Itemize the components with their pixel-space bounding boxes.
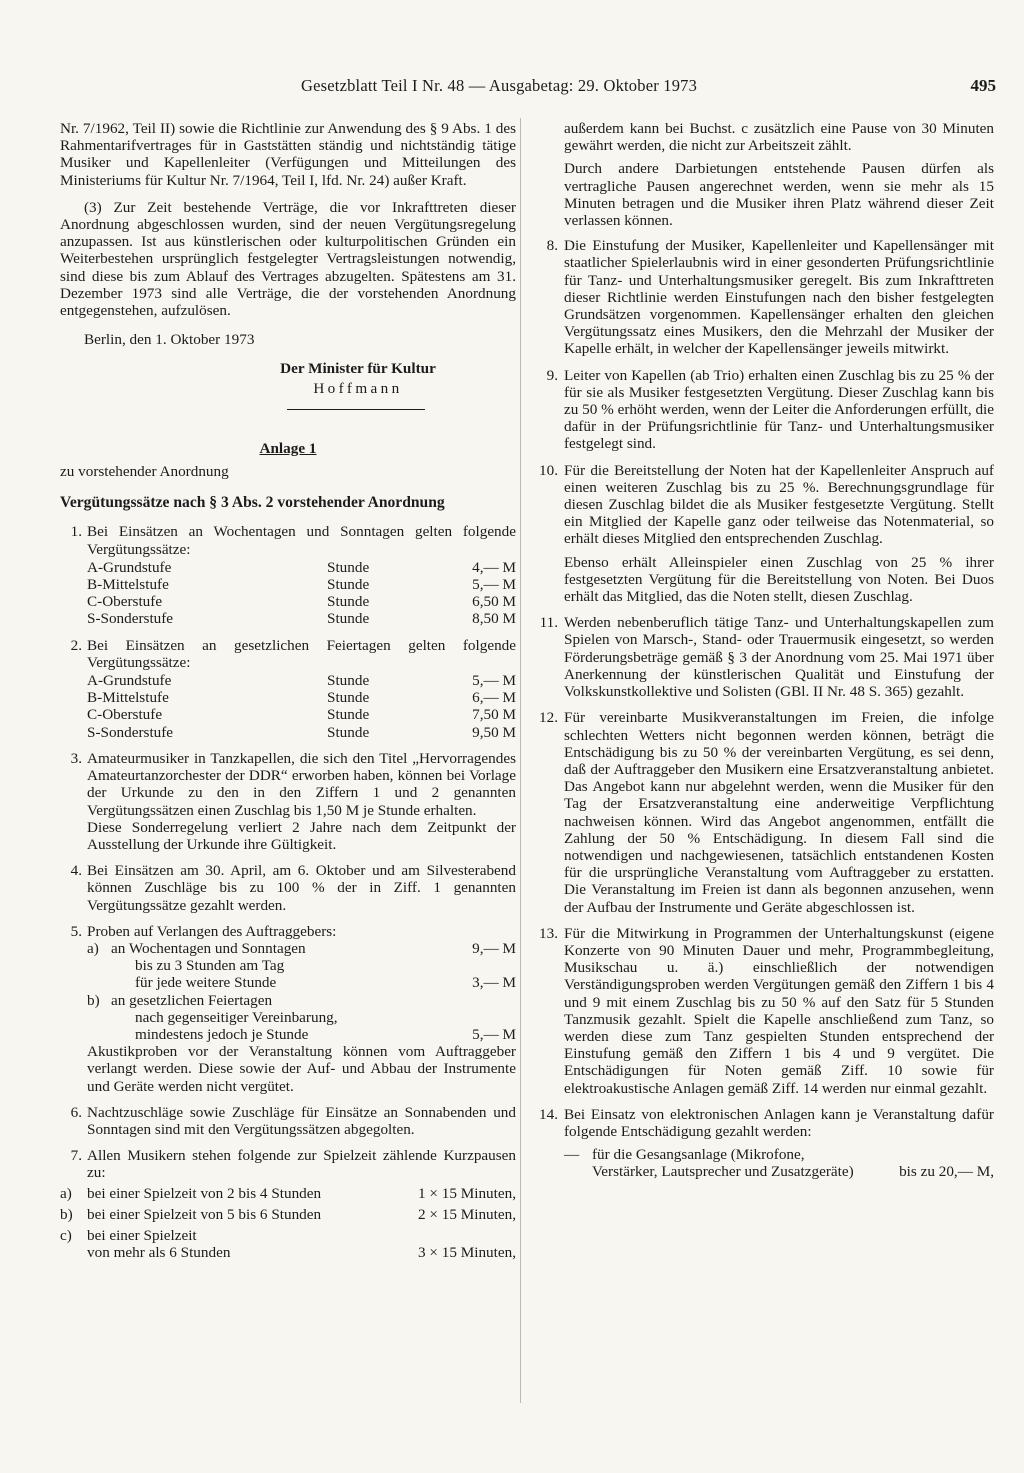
amount: 9,— M (472, 939, 516, 957)
table-row: B-Mittelstufe Stunde 6,— M (87, 689, 516, 707)
item-text: Nachtzuschläge sowie Zuschläge für Einsätze an Sonnabenden und Sonntagen sind mit den Vergütungssätzen abgegolten. (87, 1103, 516, 1138)
left-column (60, 120, 516, 1261)
list-item (534, 709, 994, 915)
list-item (60, 923, 516, 1095)
table-row: S-Sonderstufe Stunde 8,50 M (87, 610, 516, 628)
item-text: Für vereinbarte Musikveranstaltungen im Freien, die infolge schlechten Wetters nicht begonnen werden können, beträgt die Entschädigung bis zu 50 % der vereinbarten Vergütung, es sei denn, daß der Auftraggeber den Musikern eine Ersatzveranstaltung anbietet. Das Angebot kann nur abgelehnt werden, wenn die Musiker für den Tag der Ersatzveranstaltung eine anderweitige Verpflichtung nachweisen können. Wird das Angebot angenommen, entfällt die Zahlung der 50 % Entschädigung. In diesem Fall sind die notwendigen und nachgewiesenen, tatsächlich entstandenen Kosten für die ursprüngliche Veranstaltung vom Auftraggeber zu erstatten. Die Veranstaltung im Freien ist dann als begonnen anzusehen, wenn der Aufbau der Instrumente und Geräte abgeschlossen ist. (564, 709, 994, 916)
item-number: 8. (546, 237, 558, 255)
table-row: A-Grundstufe Stunde 4,— M (87, 558, 516, 576)
table-row: C-Oberstufe Stunde 6,50 M (87, 593, 516, 611)
item-text: Für die Mitwirkung in Programmen der Unterhaltungskunst (eigene Konzerte von 90 Minuten Dauer und mehr, Programmbegleitung, Musikschau u. ä.) einschließlich der notwendigen Verständigungsproben werden Vergütungen gemäß den Ziffern 1 bis 4 und 9 mit einem Zuschlag bis zu 50 % auf den Satz für 5 Stunden Tanzmusik gezahlt. Spielt die Kapelle anschließend zum Tanz, so werden diese zum Tanz gespielten Stunden entsprechend der Einstufung gemäß den Ziffern 1 bis 4 und 9 vergütet. Die Entschädigungen für Noten gemäß Ziff. 10 sowie für elektroakustische Anlagen gemäß Ziff. 14 werden nur einmal gezahlt. (564, 924, 994, 1097)
item-text: Amateurmusiker in Tanzkapellen, die sich den Titel „Hervorragendes Amateurtanzorchester der DDR“ erworben haben, können bei Vorlage der Urkunde zu den in den Ziffern 1 und 2 genannten Vergütungssätzen einen Zuschlag bis 1,50 M je Stunde erhalten. (87, 749, 516, 819)
item-text: Leiter von Kapellen (ab Trio) erhalten einen Zuschlag bis zu 25 % der für sie als Musiker festgesetzten Vergütung. Dieser Zuschlag kann bis zu 50 % erhöht werden, wenn der Leiter die Anforderungen erfüllt, die dafür in der Prüfungsrichtlinie für Tanz- und Unterhaltungsmusiker festgelegt sind. (564, 366, 994, 453)
rate-table (87, 672, 516, 741)
sub-item-c: c) bei einer Spielzeit von mehr als 6 Stunden 3 × 15 Minuten, (60, 1226, 516, 1262)
amount: 5,— M (472, 1025, 516, 1043)
list-item (534, 1106, 994, 1181)
sub-item-b: b) an gesetzlichen Feiertagen nach gegenseitiger Vereinbarung, mindestens jedoch je Stunde 5,— M (87, 991, 516, 1043)
anlage-subtitle: zu vorstehender Anordnung (60, 463, 229, 481)
section-heading: Vergütungssätze nach § 3 Abs. 2 vorstehender Anordnung (60, 494, 445, 512)
amount: bis zu 20,— M, (899, 1163, 994, 1181)
item-number: 3. (70, 749, 82, 767)
page-number: 495 (970, 76, 996, 95)
item-number: 14. (539, 1105, 558, 1123)
place-date: Berlin, den 1. Oktober 1973 (84, 331, 255, 349)
list-item (60, 862, 516, 914)
right-column (534, 120, 994, 1190)
item-text: Bei Einsätzen an Wochentagen und Sonntagen gelten folgende Vergütungssätze: (87, 523, 516, 558)
paragraph-3: (3) Zur Zeit bestehende Verträge, die vor Inkrafttreten dieser Anordnung abgeschlossen wurden, sind der neuen Vergütungsregelung anzupassen. Ist aus künstlerischen oder kulturpolitischen Gründen ein Weiterbestehen ursprünglich festgelegter Vertragsleistungen notwendig, sind diese bis zum Ablauf des Vertrages abzugelten. Spätestens am 31. Dezember 1973 sind alle Verträge, die der vorstehenden Anordnung entgegenstehen, aufzulösen. (60, 198, 516, 320)
item-number: 2. (70, 636, 82, 654)
sub-item-a: a) an Wochentagen und Sonntagen 9,— M bis zu 3 Stunden am Tag für jede weitere Stunde 3,— M (87, 939, 516, 992)
item7-continued: außerdem kann bei Buchst. c zusätzlich eine Pause von 30 Minuten gewährt werden, die nicht zur Arbeitszeit zählt. (564, 120, 994, 155)
item-number: 11. (539, 614, 558, 632)
header-title: Gesetzblatt Teil I Nr. 48 — Ausgabetag: 29. Oktober 1973 (301, 76, 698, 95)
item-text: Allen Musikern stehen folgende zur Spielzeit zählende Kurzpausen zu: (87, 1147, 516, 1182)
dash-item (564, 1146, 994, 1180)
list-item (60, 523, 516, 627)
item-text: Bei Einsätzen am 30. April, am 6. Oktober und am Silvesterabend können Zuschläge bis zu 100 % der in Ziff. 1 genannten Vergütungssätze gezahlt werden. (87, 862, 516, 914)
item-number: 9. (546, 366, 558, 384)
list-item (534, 462, 994, 606)
table-row: C-Oberstufe Stunde 7,50 M (87, 706, 516, 724)
minister-name: Hoffmann (313, 379, 403, 397)
minister-title: Der Minister für Kultur (280, 360, 436, 378)
list-item (60, 1104, 516, 1138)
table-row: S-Sonderstufe Stunde 9,50 M (87, 723, 516, 741)
item-text: Werden nebenberuflich tätige Tanz- und Unterhaltungskapellen zum Spielen von Marsch-, Stand- oder Trauermusik eingesetzt, so werden Förderungsbeträge gemäß § 3 der Anordnung vom 25. Mai 1971 über Anerkennung der künstlerischen Qualität und Einstufung der Volkskunstkollektive und Solisten (GBl. II Nr. 48 S. 365) gezahlt. (564, 614, 994, 701)
item-number: 4. (70, 862, 82, 880)
list-item (534, 367, 994, 453)
list-item (60, 637, 516, 741)
intro-paragraph: Nr. 7/1962, Teil II) sowie die Richtlinie zur Anwendung des § 9 Abs. 1 des Rahmentarifvertrages für in Gaststätten ständig und nichtständig tätige Musiker und Kapellenleiter (Verfügungen und Mitteilungen des Ministeriums für Kultur Nr. 7/1964, Teil I, lfd. Nr. 24) außer Kraft. (60, 120, 516, 189)
sub-letter: b) (87, 991, 100, 1009)
table-row: B-Mittelstufe Stunde 5,— M (87, 576, 516, 594)
list-item (60, 1147, 516, 1181)
dash-marker: — (564, 1146, 580, 1164)
sub-item-a: a) bei einer Spielzeit von 2 bis 4 Stunden 1 × 15 Minuten, (60, 1184, 516, 1202)
item-text-continued: Diese Sonderregelung verliert 2 Jahre nach dem Zeitpunkt der Ausstellung der Urkunde ihre Gültigkeit. (87, 818, 516, 853)
item-text: Bei Einsatz von elektronischen Anlagen kann je Veranstaltung dafür folgende Entschädigung gezahlt werden: (564, 1105, 994, 1140)
item-number: 12. (539, 709, 558, 727)
page-header (60, 77, 996, 99)
sub-letter: a) (87, 939, 99, 957)
list-item (534, 925, 994, 1097)
item-number: 5. (70, 922, 82, 940)
item-number: 13. (539, 924, 558, 942)
dash-text: für die Gesangsanlage (Mikrofone, Verstärker, Lautsprecher und Zusatzgeräte) (592, 1146, 854, 1181)
pause-list (60, 1185, 516, 1262)
item-number: 10. (539, 461, 558, 479)
item-text-continued: Ebenso erhält Alleinspieler einen Zuschlag von 25 % ihrer festgesetzten Vergütung für die Bereitstellung von Noten. Bei Duos erhält das Mitglied, das die Noten stellt, diesen Zuschlag. (564, 553, 994, 606)
item-text: Proben auf Verlangen des Auftraggebers: (87, 922, 337, 940)
item-text: Die Einstufung der Musiker, Kapellenleiter und Kapellensänger mit staatlicher Spielerlaubnis wird in einer gesonderten Prüfungsrichtlinie für Tanz- und Unterhaltungsmusiker geregelt. Bis zum Inkrafttreten dieser Richtlinie werden Einstufungen nach den bisher festgelegten Grundsätzen vorgenommen. Kapellensänger erhalten den gleichen Vergütungssatz eines Musikers, den die Mehrzahl der Musiker der Kapelle erhält, in welcher der Kapellensänger jeweils mitwirkt. (564, 237, 994, 358)
item-text-continued: Akustikproben vor der Veranstaltung können vom Auftraggeber verlangt werden. Diese sowie der Auf- und Abbau der Instrumente und Geräte werden nicht vergütet. (87, 1043, 516, 1095)
column-divider (520, 118, 521, 1403)
anlage-title: Anlage 1 (259, 439, 317, 457)
item7-continued-2: Durch andere Darbietungen entstehende Pausen dürfen als vertragliche Pausen angerechnet werden, wenn sie mehr als 15 Minuten betragen und die Musiker ihren Platz während dieser Zeit verlassen können. (564, 160, 994, 230)
item-text: Für die Bereitstellung der Noten hat der Kapellenleiter Anspruch auf einen weiteren Zuschlag bis zu 25 %. Berechnungsgrundlage für diesen Zuschlag bildet die als Musiker festgesetzte Vergütung. Stellt ein Mitglied der Kapelle ganz oder teilweise das Notenmaterial, so erhält dieses Mitglied den entsprechenden Zuschlag. (564, 461, 994, 548)
sub-item-b: b) bei einer Spielzeit von 5 bis 6 Stunden 2 × 15 Minuten, (60, 1205, 516, 1223)
item-number: 1. (70, 523, 82, 541)
table-row: A-Grundstufe Stunde 5,— M (87, 672, 516, 690)
signature-rule (287, 409, 425, 410)
item-number: 6. (70, 1103, 82, 1121)
list-item (534, 237, 994, 357)
rate-table (87, 559, 516, 628)
list-item (60, 750, 516, 853)
item-number: 7. (70, 1147, 82, 1165)
list-item (534, 614, 994, 700)
item-text: Bei Einsätzen an gesetzlichen Feiertagen gelten folgende Vergütungssätze: (87, 636, 516, 671)
amount: 3,— M (472, 974, 516, 992)
